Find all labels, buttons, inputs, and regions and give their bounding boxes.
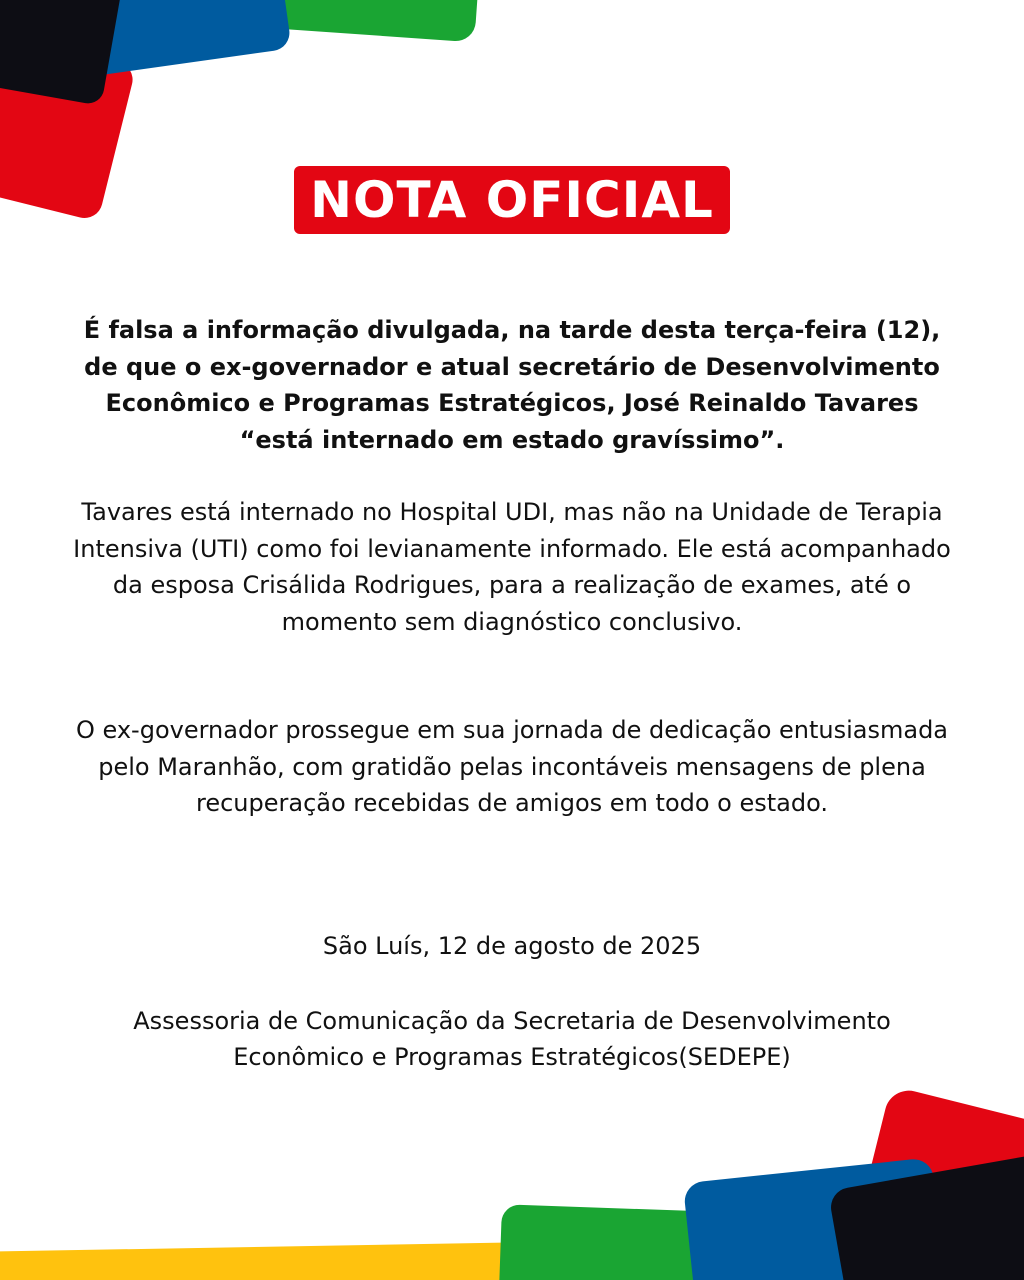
third-paragraph: O ex-governador prossegue em sua jornada de dedicação entusiasmada pelo Maranhão, com gratidão pelas incontáveis mensagens de plena recuperação recebidas de amigos em todo o estado. [75,716,949,817]
title-badge [294,166,730,234]
lead-paragraph: É falsa a informação divulgada, na tarde desta terça-feira (12), de que o ex-governador e atual secretário de Desenvolvimento Econômico e Programas Estratégicos, José Reinaldo Tavares “está internado em estado gravíssimo”. [83,316,941,454]
page-title: NOTA OFICIAL [310,171,714,229]
signature-block [70,1003,954,1075]
dateline: São Luís, 12 de agosto de 2025 [322,932,702,960]
signature-line-1: Assessoria de Comunicação da Secretaria de Desenvolvimento [133,1007,891,1035]
second-paragraph: Tavares está internado no Hospital UDI, mas não na Unidade de Terapia Intensiva (UTI) como foi levianamente informado. Ele está acompanhado da esposa Crisálida Rodrigues, para a realização de exames, até o momento sem diagnóstico conclusivo. [73,498,951,636]
signature-line-2: Econômico e Programas Estratégicos(SEDEPE) [233,1043,791,1071]
